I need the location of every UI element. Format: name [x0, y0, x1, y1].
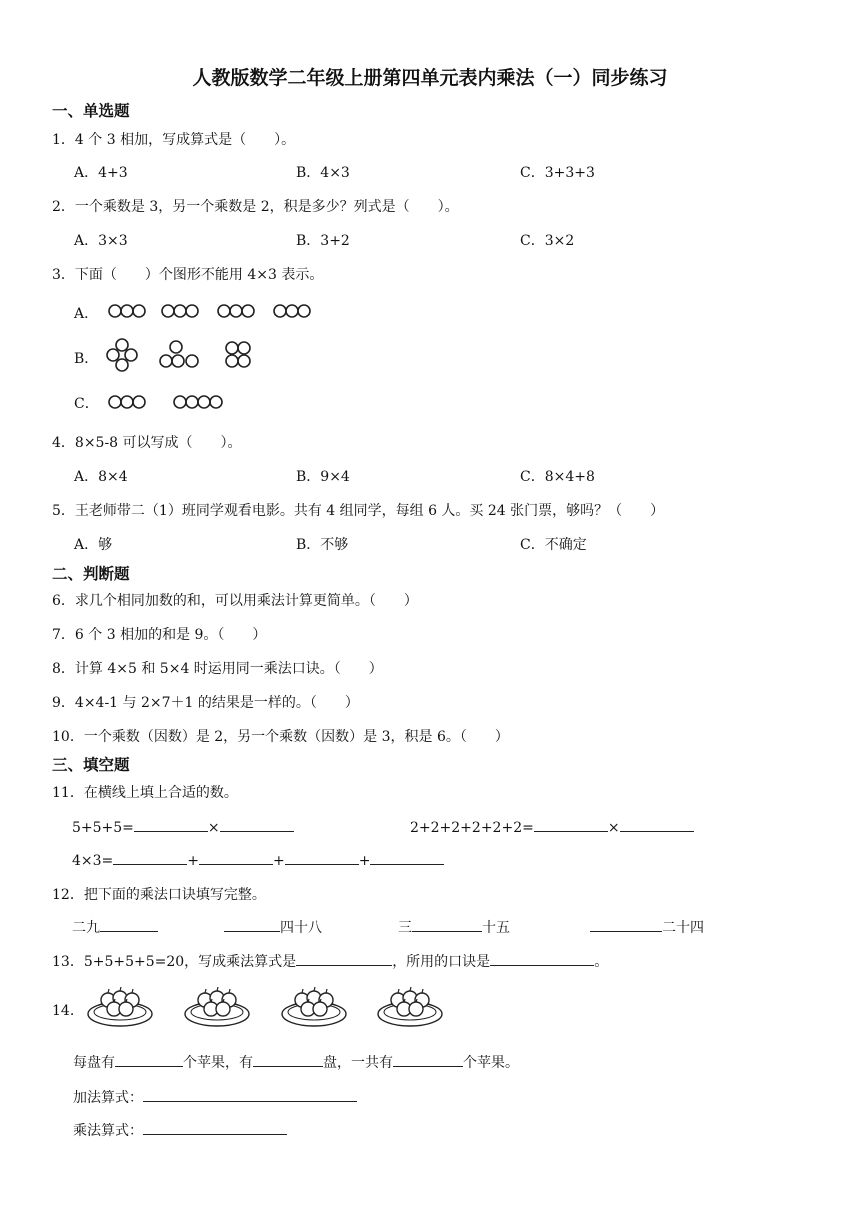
- q13-text: 。: [594, 954, 609, 970]
- q12-text: 二十四: [662, 920, 704, 936]
- section-heading-true-false: 二、判断题: [52, 565, 130, 583]
- q13-text: 13．5+5+5+5=20，写成乘法算式是: [52, 954, 297, 970]
- q2-option-a: A．3×3: [74, 233, 128, 249]
- question-5: 5．王老师带二（1）班同学观看电影。共有 4 组同学，每组 6 人。买 24 张门票，够吗？（ ）: [52, 503, 665, 519]
- q14-sentence: [73, 1052, 519, 1072]
- question-11: 11．在横线上填上合适的数。: [52, 785, 238, 801]
- answer-blank[interactable]: [115, 1052, 183, 1067]
- q11-line-1-right: [410, 817, 694, 836]
- q5-option-a: A．够: [74, 537, 113, 553]
- q1-option-c: C．3+3+3: [520, 165, 595, 181]
- answer-blank[interactable]: [113, 850, 187, 865]
- q14-text: 盘，一共有: [323, 1055, 393, 1071]
- question-12: 12．把下面的乘法口诀填写完整。: [52, 887, 266, 903]
- section-heading-single-choice: 一、单选题: [52, 102, 130, 120]
- answer-blank[interactable]: [224, 917, 280, 932]
- answer-blank[interactable]: [220, 817, 294, 832]
- q11-line-2: [72, 850, 444, 869]
- page-title: 人教版数学二年级上册第四单元表内乘法（一）同步练习: [192, 67, 668, 89]
- q3-figure-a-circle-groups: [106, 302, 321, 322]
- question-14-number: 14.: [52, 1003, 75, 1019]
- answer-blank[interactable]: [620, 817, 694, 832]
- q12-item-4: [590, 917, 704, 937]
- times-sign: ×: [607, 820, 620, 836]
- q12-text: 三: [398, 920, 412, 936]
- q3-option-b: B．: [74, 351, 99, 367]
- answer-blank[interactable]: [143, 1120, 287, 1135]
- q5-option-c: C．不确定: [520, 537, 587, 553]
- answer-blank[interactable]: [100, 917, 158, 932]
- q4-option-c: C．8×4+8: [520, 469, 595, 485]
- q1-option-b: B．4×3: [296, 165, 350, 181]
- answer-blank[interactable]: [285, 850, 359, 865]
- plus-sign: +: [358, 853, 371, 869]
- answer-blank[interactable]: [143, 1087, 357, 1102]
- q3-figure-c-circle-groups: [106, 393, 236, 413]
- answer-blank[interactable]: [296, 951, 392, 966]
- answer-blank[interactable]: [253, 1052, 323, 1067]
- plus-sign: +: [187, 853, 200, 869]
- answer-blank[interactable]: [134, 817, 208, 832]
- q3-option-c: C．: [74, 396, 99, 412]
- q12-text: 十五: [482, 920, 510, 936]
- q12-item-1: [72, 917, 158, 937]
- q14-text: 每盘有: [73, 1055, 115, 1071]
- question-2: 2．一个乘数是 3，另一个乘数是 2，积是多少？列式是（ ）。: [52, 199, 459, 215]
- answer-blank[interactable]: [590, 917, 662, 932]
- answer-blank[interactable]: [534, 817, 608, 832]
- q12-item-2: [224, 917, 322, 937]
- q11-line-1-left: [72, 817, 294, 836]
- apple-plates-illustration: [86, 986, 456, 1032]
- question-10: 10．一个乘数（因数）是 2，另一个乘数（因数）是 3，积是 6。（ ）: [52, 729, 509, 745]
- q11-expr-b: 2+2+2+2+2+2=: [410, 820, 534, 836]
- q3-option-a: A．: [74, 306, 99, 322]
- question-1: 1．4 个 3 相加，写成算式是（ ）。: [52, 132, 296, 148]
- addition-label: 加法算式：: [73, 1090, 143, 1106]
- question-4: 4．8×5-8 可以写成（ ）。: [52, 435, 242, 451]
- answer-blank[interactable]: [199, 850, 273, 865]
- q14-text: 个苹果，有: [183, 1055, 253, 1071]
- q14-multiplication-line: [73, 1120, 287, 1140]
- q1-option-a: A．4+3: [74, 165, 128, 181]
- answer-blank[interactable]: [412, 917, 482, 932]
- q4-option-a: A．8×4: [74, 469, 128, 485]
- question-6: 6．求几个相同加数的和，可以用乘法计算更简单。（ ）: [52, 593, 418, 609]
- q11-expr-c: 4×3=: [72, 853, 114, 869]
- answer-blank[interactable]: [490, 951, 594, 966]
- multiplication-label: 乘法算式：: [73, 1123, 143, 1139]
- q12-item-3: [398, 917, 510, 937]
- q12-text: 二九: [72, 920, 100, 936]
- answer-blank[interactable]: [370, 850, 444, 865]
- times-sign: ×: [207, 820, 220, 836]
- answer-blank[interactable]: [393, 1052, 463, 1067]
- q3-figure-b-circle-clusters: [103, 338, 263, 374]
- q14-addition-line: [73, 1087, 357, 1107]
- question-8: 8．计算 4×5 和 5×4 时运用同一乘法口诀。（ ）: [52, 661, 383, 677]
- q2-option-c: C．3×2: [520, 233, 575, 249]
- q5-option-b: B．不够: [296, 537, 349, 553]
- question-9: 9．4×4-1 与 2×7＋1 的结果是一样的。（ ）: [52, 695, 359, 711]
- section-heading-fill-in: 三、填空题: [52, 756, 130, 774]
- question-7: 7．6 个 3 相加的和是 9。（ ）: [52, 627, 267, 643]
- plus-sign: +: [273, 853, 285, 869]
- q11-expr-a: 5+5+5=: [72, 820, 134, 836]
- q13-text: ，所用的口诀是: [392, 954, 491, 970]
- q12-text: 四十八: [280, 920, 322, 936]
- q14-text: 个苹果。: [463, 1055, 519, 1071]
- question-3: 3．下面（ ）个图形不能用 4×3 表示。: [52, 267, 324, 283]
- q4-option-b: B．9×4: [296, 469, 350, 485]
- question-13: [52, 951, 608, 971]
- q2-option-b: B．3+2: [296, 233, 350, 249]
